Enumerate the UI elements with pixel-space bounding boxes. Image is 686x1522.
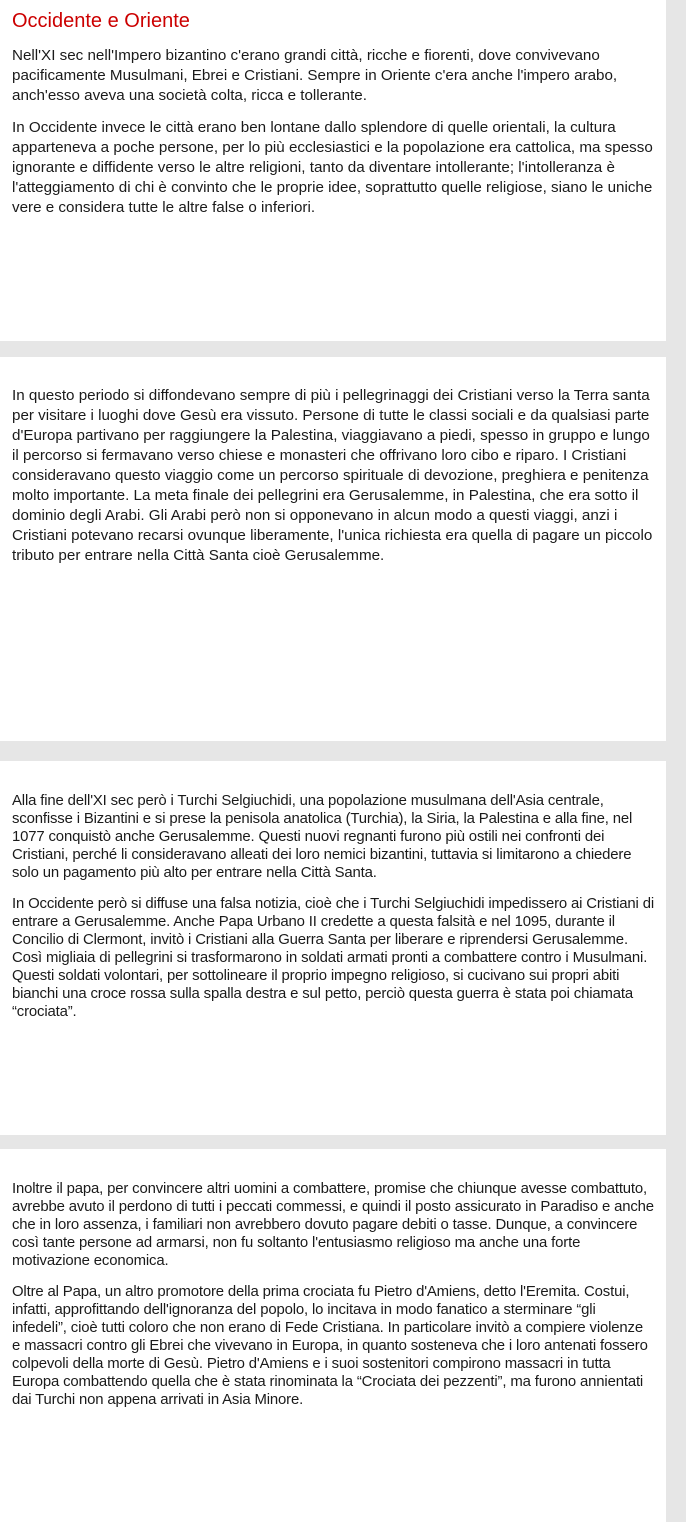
paragraph: Nell'XI sec nell'Impero bizantino c'erano grandi città, ricche e fiorenti, dove convivevano pacificamente Musulmani, Ebrei e Cristiani. Sempre in Oriente c'era anche l'impero arabo, anch'esso aveva una società colta, ricca e tollerante. [12, 47, 618, 104]
paragraph: Oltre al Papa, un altro promotore della prima crociata fu Pietro d'Amiens, detto l'Eremita. Costui, infatti, approfittando dell'ignoranza del popolo, lo incitava in modo fanatico a sterminare “gli infedeli”, cioè tutti coloro che non erano di Fede Cristiana. In particolare invitò a compiere violenze e massacri contro gli Ebrei che vivevano in Europa, in quanto sosteneva che i loro antenati fossero colpevoli della morte di Gesù. Pietro d'Amiens e i suoi sostenitori compirono massacri in tutta Europa combattendo quella che è stata rinominata la “Crociata dei pezzenti”, ma furono annientati dai Turchi non appena arrivati in Asia Minore. [12, 1284, 648, 1408]
paragraph: In Occidente però si diffuse una falsa notizia, cioè che i Turchi Selgiuchidi impedissero ai Cristiani di entrare a Gerusalemme. Anche Papa Urbano II credette a questa falsità e nel 1095, durante il Concilio di Clermont, invitò i Cristiani alla Guerra Santa per liberare e riprendersi Gerusalemme. Così migliaia di pellegrini si trasformarono in soldati armati pronti a combattere contro i Musulmani. Questi soldati volontari, per sottolineare il proprio impegno religioso, si cucivano sui propri abiti bianchi una croce rossa sulla spalla destra e sul petto, perciò questa guerra è stata poi chiamata “crociata”. [12, 896, 654, 1020]
document-page-4 [0, 1149, 666, 1522]
paragraph: In Occidente invece le città erano ben lontane dallo splendore di quelle orientali, la cultura apparteneva a poche persone, per lo più ecclesiastici e la popolazione era cattolica, ma spesso ignorante e diffidente verso le altre religioni, tanto da diventare intollerante; l'intolleranza è l'atteggiamento di chi è convinto che le proprie idee, soprattutto quelle religiose, siano le uniche vere e considera tutte le altre false o inferiori. [12, 119, 653, 216]
paragraph: Inoltre il papa, per convincere altri uomini a combattere, promise che chiunque avesse combattuto, avrebbe avuto il perdono di tutti i peccati commessi, e quindi il posto assicurato in Paradiso e anche che in loro assenza, i familiari non avrebbero dovuto pagare debiti o tasse. Dunque, a convincere così tante persone ad armarsi, non fu soltanto l'entusiasmo religioso ma anche una forte motivazione economica. [12, 1181, 654, 1269]
document-page-3 [0, 761, 666, 1135]
paragraph: In questo periodo si diffondevano sempre di più i pellegrinaggi dei Cristiani verso la Terra santa per visitare i luoghi dove Gesù era vissuto. Persone di tutte le classi sociali e da qualsiasi parte d'Europa partivano per raggiungere la Palestina, viaggiavano a piedi, spesso in gruppo e lungo il percorso si fermavano verso chiese e monasteri che offrivano loro cibo e riparo. I Cristiani consideravano questo viaggio come un percorso spirituale di devozione, preghiera e penitenza molto importante. La meta finale dei pellegrini era Gerusalemme, in Palestina, che era sotto il dominio degli Arabi. Gli Arabi però non si opponevano in alcun modo a questi viaggi, anzi i Cristiani potevano recarsi ovunque liberamente, l'unica richiesta era quella di pagare un piccolo tributo per entrare nella Città Santa cioè Gerusalemme. [12, 387, 653, 564]
document-page-1 [0, 0, 666, 341]
document-page-2 [0, 357, 666, 741]
document-title: Occidente e Oriente [12, 10, 190, 32]
paragraph: Alla fine dell'XI sec però i Turchi Selgiuchidi, una popolazione musulmana dell'Asia centrale, sconfisse i Bizantini e si prese la penisola anatolica (Turchia), la Siria, la Palestina e alla fine, nel 1077 conquistò anche Gerusalemme. Questi nuovi regnanti furono più ostili nei confronti dei Cristiani, perché li consideravano alleati dei loro nemici bizantini, tuttavia si limitarono a chiedere solo un pagamento più alto per entrare nella Città Santa. [12, 793, 633, 881]
